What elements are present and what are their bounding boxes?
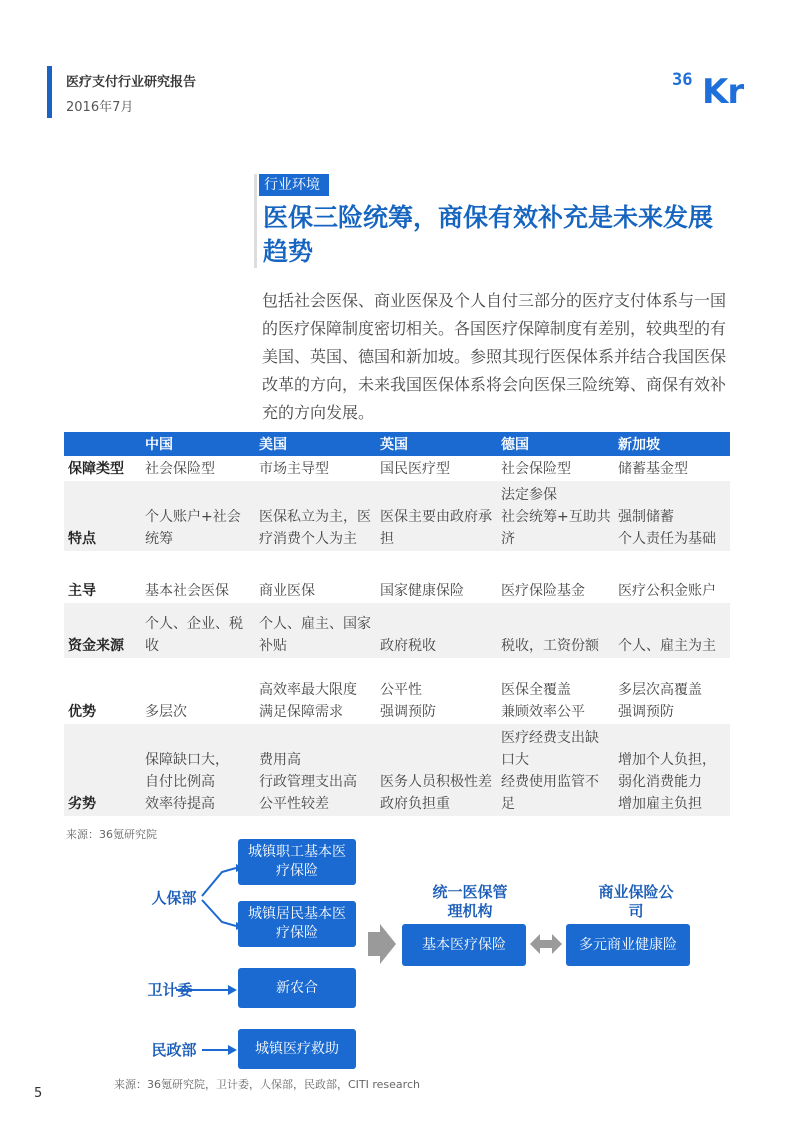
table-cell: 医保私立为主，医疗消费个人为主 [255,481,376,551]
double-arrow [530,934,562,954]
row-label: 资金来源 [64,603,141,658]
arrowhead [228,985,237,995]
table-cell: 增加个人负担，弱化消费能力 增加雇主负担 [614,724,730,816]
table-cell: 公平性 强调预防 [380,682,436,720]
label-renbaobu: 人保部 [151,889,197,907]
table-cell: 基本社会医保 [145,583,229,599]
row-label: 优势 [68,704,96,720]
table-cell: 国家健康保险 [380,583,464,599]
box-ncms: 新农合 [238,968,356,1008]
report-date: 2016年7月 [66,100,134,115]
table-header-cell: 英国 [376,432,497,456]
connector-renbaobu-resident [202,900,236,926]
logo-number: 36 [672,70,693,90]
row-label: 保障类型 [68,461,124,477]
table-cell: 强制储蓄 个人责任为基础 [614,481,730,551]
box-commercial-health-insurance: 多元商业健康险 [566,924,690,966]
table-cell: 税收，工资份额 [497,603,614,658]
row-label: 劣势 [64,724,141,816]
row-label: 特点 [64,481,141,551]
table-cell: 政府税收 [376,603,497,658]
table-cell: 个人账户+社会统筹 [141,481,255,551]
table-cell: 多层次 [145,704,187,720]
table-cell: 个人、雇主为主 [614,603,730,658]
merge-arrow [368,924,396,964]
table-cell: 医保全覆盖 兼顾效率公平 [501,682,585,720]
row-label: 主导 [68,583,96,599]
connector-renbaobu-worker [202,868,236,896]
table-cell: 高效率最大限度 满足保障需求 [259,682,357,720]
table-cell: 社会保险型 [145,461,215,477]
box-urban-resident-insurance: 城镇居民基本医疗保险 [238,901,356,947]
table-cell: 医疗保险基金 [501,583,585,599]
table-cell: 费用高 行政管理支出高 公平性较差 [255,724,376,816]
label-unified-agency: 统一医保管理机构 [432,883,508,920]
table-cell: 储蓄基金型 [618,461,688,477]
table-cell: 医疗公积金账户 [618,583,716,599]
page-number: 5 [34,1086,43,1101]
table-cell: 个人、企业、税收 [141,603,255,658]
section-tag: 行业环境 [259,174,329,196]
box-urban-medical-assistance: 城镇医疗救助 [238,1029,356,1069]
table-cell: 保障缺口大， 自付比例高 效率待提高 [141,724,255,816]
table-header-cell: 中国 [141,432,255,456]
label-minzhengbu: 民政部 [151,1041,197,1059]
table-cell: 法定参保 社会统筹+互助共济 [497,481,614,551]
table-cell: 多层次高覆盖 强调预防 [618,682,702,720]
table-cell: 医疗经费支出缺口大 经费使用监管不足 [497,724,614,816]
table-cell: 商业医保 [259,583,315,599]
table-cell: 市场主导型 [259,461,329,477]
table-cell: 国民医疗型 [380,461,450,477]
label-weijiwei: 卫计委 [147,981,193,999]
table-cell: 医务人员积极性差 政府负担重 [376,724,497,816]
table-cell: 个人、雇主、国家补贴 [255,603,376,658]
box-basic-medical-insurance: 基本医疗保险 [402,924,526,966]
diagram-source: 来源：36氪研究院，卫计委，人保部，民政部，CITI research [114,1078,420,1091]
label-commercial-company: 商业保险公司 [598,883,674,920]
table-header-cell: 新加坡 [614,432,730,456]
logo-letters: Kr [702,72,744,112]
table-source: 来源：36氪研究院 [66,828,157,841]
table-cell: 社会保险型 [501,461,571,477]
arrowhead [228,1045,237,1055]
report-title: 医疗支付行业研究报告 [66,75,197,90]
table-cell: 医保主要由政府承担 [376,481,497,551]
section-title: 医保三险统筹，商保有效补充是未来发展趋势 [263,203,714,266]
table-header-cell: 美国 [255,432,376,456]
intro-paragraph: 包括社会医保、商业医保及个人自付三部分的医疗支付体系与一国的医疗保障制度密切相关。各国医疗保障制度有差别，较典型的有美国、英国、德国和新加坡。参照其现行医保体系并结合我国医保改革的方向，未来我国医保体系将会向医保三险统筹、商保有效补充的方向发展。 [262,291,727,422]
table-header-cell: 德国 [497,432,614,456]
box-urban-worker-insurance: 城镇职工基本医疗保险 [238,839,356,885]
